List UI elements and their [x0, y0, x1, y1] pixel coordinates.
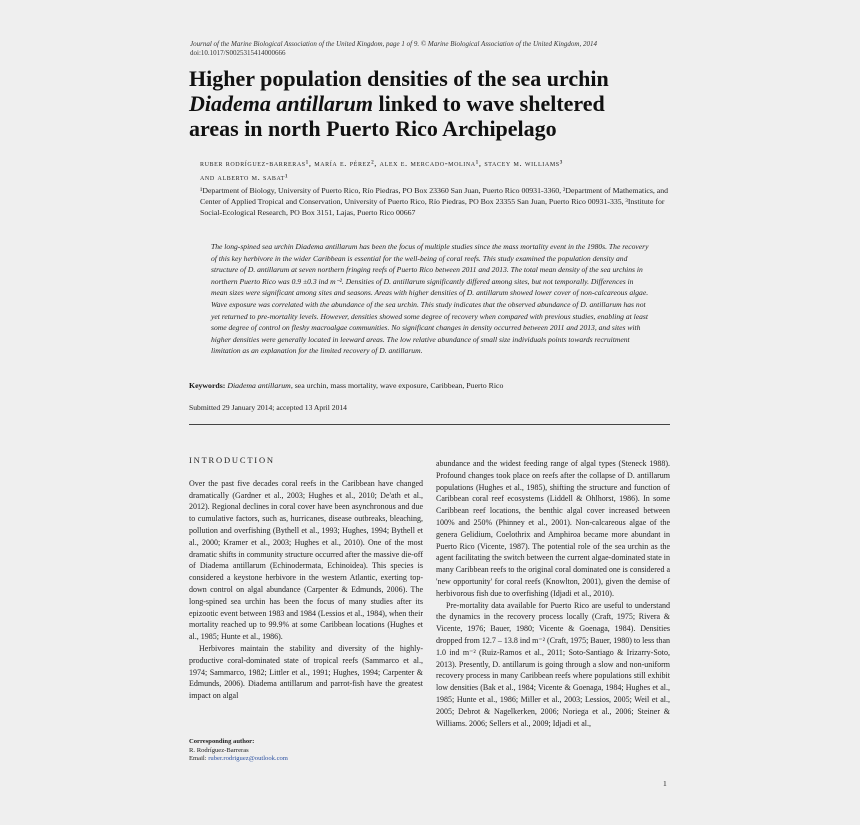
intro-paragraph-4: Pre-mortality data available for Puerto Rico are useful to understand the dynamics in the recovery process locally (Craft, 1975; Rivera & Vicente, 1976; Bauer, 1980; Vicente & Goenaga, 1984). Densities dropped from 12.7 – 13.8 ind m⁻² (Craft, 1975; Bauer, 1980) to less than 1.0 ind m⁻² (Ruiz-Ramos et al., 2011; Soto-Santiago & Irizarry-Soto, 2013). Presently, D. antillarum is going through a slow and non-uniform recovery process in many Caribbean reefs where populations still exhibit low densities (Bak et al., 1984; Vicente & Goenaga, 1984; Hughes et al., 1985; Hunte et al., 1986; Miller et al., 2003; Lessios, 2005; Weil et al., 2005; Debrot & Nagelkerken, 2006; Noriega et al., 2006; Steiner & Williams. 2006; Sellers et al., 2009; Idjadi et al.,: [436, 600, 670, 728]
abstract: The long-spined sea urchin Diadema antillarum has been the focus of multiple studies since the mass mortality event in the 1980s. The recovery of this key herbivore in the wider Caribbean is essential for the well-being of coral reefs. This study examined the population density and structure of D. antillarum at seven northern fringing reefs of Puerto Rico between 2011 and 2013. The total mean density of the sea urchins in northern Puerto Rico was 0.9 ±0.3 ind m⁻². Densities of D. antillarum significantly differed among sites, but not temporally. Differences in mean sizes were significant among sites and seasons. Areas with higher densities of D. antillarum showed lower cover of non-calcareous algae. Wave exposure was correlated with the abundance of the sea urchin. This study indicates that the observed abundance of D. antillarum has not yet returned to pre-mortality levels. However, densities showed some degree of recovery when compared with previous studies, enabling at least some degree of control on fleshy macroalgae communities. No significant changes in density occurred between 2011 and 2013, and sites with higher densities were generally located in leeward areas. The low relative abundance of small size individuals points towards recruitment limitation as an explanation for the limited recovery of D. antillarum.: [211, 242, 649, 356]
affiliations: ¹Department of Biology, University of Puerto Rico, Río Piedras, PO Box 23360 San Juan, Puerto Rico 00931-3360, ²Department of Mathematics, and Center of Applied Tropical and Conservation, University of Puerto Rico, Río Piedras, PO Box 23355 San Juan, Puerto Rico 00931-335, ³Institute for Social-Ecological Research, PO Box 3151, Lajas, Puerto Rico 00667: [200, 186, 669, 217]
journal-header: [190, 40, 690, 58]
authors-line-1: ruber rodríguez-barreras¹, maría e. pérez², alex e. mercado-molina¹, stacey m. williams³: [200, 158, 563, 168]
keywords: [189, 380, 669, 391]
section-divider: [189, 424, 670, 425]
doi: doi:10.1017/S0025315414000666: [190, 49, 286, 57]
author-list: [200, 156, 680, 184]
corresponding-name: R. Rodríguez-Barreras: [189, 746, 249, 754]
intro-paragraph-1: Over the past five decades coral reefs in the Caribbean have changed dramatically (Gardner et al., 2003; Hughes et al., 2010; De'ath et al., 2012). Regional declines in coral cover have been asynchronous and due to cumulative factors, such as, hurricanes, disease outbreaks, bleaching, pollution and overfishing (Bythell et al., 1993; Hughes, 1994; Bythell et al., 2000; Kramer et al., 2003; Hughes et al., 2010). One of the most dramatic shifts in community structure occurred after the massive die-off of Diadema antillarum (Echinodermata, Echinoidea). This species is considered a keystone herbivore in the western Atlantic, exerting top-down control on algal abundance (Carpenter & Edmunds, 2006). The long-spined sea urchin has been the focus of many studies after its epizootic event between 1983 and 1984 (Lessios et al., 1984), when their mortality reached up to 99.9% at some Caribbean locations (Hughes et al., 1985; Hunte et al., 1986).: [189, 478, 423, 642]
title-line-2: linked to wave sheltered: [372, 91, 605, 116]
introduction-heading: INTRODUCTION: [189, 455, 275, 465]
paper-title: [189, 66, 709, 141]
column-left: [189, 455, 423, 702]
title-species: Diadema antillarum: [189, 91, 373, 116]
title-line-1: Higher population densities of the sea urchin: [189, 66, 609, 91]
corresponding-author: [189, 738, 419, 764]
keywords-list: , sea urchin, mass mortality, wave exposure, Caribbean, Puerto Rico: [290, 381, 504, 390]
keywords-species: Diadema antillarum: [227, 381, 291, 390]
intro-paragraph-3: abundance and the widest feeding range of algal types (Steneck 1988). Profound changes took place on reefs after the collapse of D. antillarum populations (Hughes et al., 1985), shifting the structure and function of Caribbean coral reef ecosystems (Liddell & Ohlhorst, 1986). In some Caribbean reef locations, the benthic algal cover increased between 100% and 250% (Phinney et al., 2001). Non-calcareous algae of the genera Gelidium, Coelothrix and Amphiroa became more abundant in Puerto Rico (Vicente, 1987). The potential role of the sea urchin as the agent facilitating the switch between the current algae-dominated state in many Caribbean reefs to the original coral dominated one is considered a 'new opportunity' for coral reefs (Knowlton, 2001), given the demise of herbivorous fish due to overfishing (Idjadi et al., 2010).: [436, 459, 670, 598]
keywords-label: Keywords:: [189, 381, 228, 390]
journal-line: Journal of the Marine Biological Association of the United Kingdom, page 1 of 9. © Marine Biological Association of the United Kingdom, 2014: [190, 40, 597, 48]
email-link[interactable]: ruber.rodriguez@outlook.com: [208, 755, 288, 762]
email-label: Email:: [189, 755, 209, 762]
page-number: 1: [663, 779, 667, 788]
authors-line-2: and alberto m. sabat¹: [200, 172, 289, 182]
corresponding-email-row: [189, 755, 419, 764]
column-right: [436, 458, 670, 729]
submission-dates: Submitted 29 January 2014; accepted 13 April 2014: [189, 403, 347, 412]
intro-paragraph-2: Herbivores maintain the stability and diversity of the highly-productive coral-dominated state of tropical reefs (Sammarco et al., 1974; Sammarco, 1982; Littler et al., 1991; Hughes, 1994; Carpenter & Edmunds, 2006). Diadema antillarum and parrot-fish have the greatest impact on algal: [189, 643, 423, 701]
corresponding-label: Corresponding author:: [189, 738, 255, 745]
title-line-3: areas in north Puerto Rico Archipelago: [189, 116, 557, 141]
